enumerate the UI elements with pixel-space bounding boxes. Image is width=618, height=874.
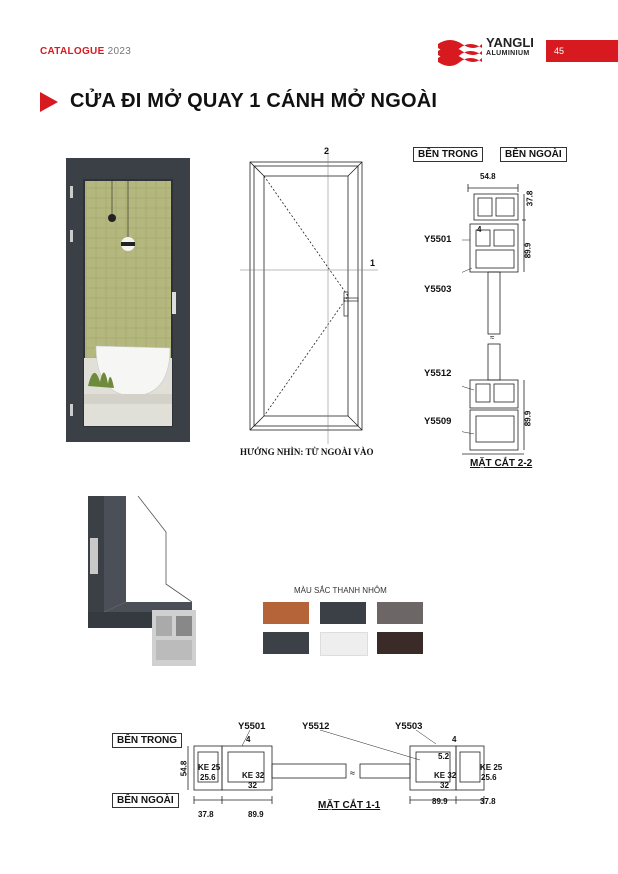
svg-text:≈: ≈ [490,333,495,342]
left-dim: 37.8 [198,810,214,819]
page-title: CỬA ĐI MỞ QUAY 1 CÁNH MỞ NGOÀI [70,90,438,112]
marker-2: 2 [324,146,330,156]
profile-label: Y5512 [302,721,330,732]
d256-right: 25.6 [481,773,497,782]
section-11-drawing [180,730,510,826]
section-11-caption: MẶT CẮT 1-1 [318,800,381,811]
swatch-brown-grey [377,602,423,624]
d4-right: 4 [452,735,457,744]
view-caption: HƯỚNG NHÌN: TỪ NGOÀI VÀO [240,447,374,457]
left-dim: 89.9 [248,810,264,819]
dim-width: 54.8 [480,172,496,181]
title-arrow-icon [40,92,60,112]
d256-left: 25.6 [200,773,216,782]
height-dim: 54.8 [179,760,189,777]
ke25-right: KE 25 [480,763,503,772]
right-dim: 89.9 [432,797,448,806]
color-caption: MÀU SẮC THANH NHÔM [294,586,387,595]
profile-label: Y5501 [238,721,266,732]
brand: YANGLI ALUMINIUM [486,35,534,57]
swatch-white [320,632,368,656]
dim-top: 37.8 [525,190,535,207]
page-number: 45 [546,40,618,62]
inside-label-11: BÊN TRONG [112,733,182,748]
right-dim: 37.8 [480,797,496,806]
catalogue-label: CATALOGUE 2023 [40,46,132,57]
door-photo [66,158,190,442]
dim-upper: 89.9 [523,242,533,259]
small-dim: 4 [477,225,482,234]
door-elevation-drawing [240,148,400,448]
swatch-wood [263,602,309,624]
ke25-left: KE 25 [198,763,221,772]
profile-label: Y5503 [424,284,452,295]
dim-lower: 89.9 [523,410,533,427]
d32-right: 32 [440,781,449,790]
d4-left: 4 [246,735,251,744]
marker-1: 1 [370,258,376,268]
inside-label-22: BÊN TRONG [413,147,483,162]
outside-label-11: BÊN NGOÀI [112,793,179,808]
profile-label: Y5501 [424,234,452,245]
swatch-dark-grey [320,602,366,624]
d32-left: 32 [248,781,257,790]
profile-label: Y5509 [424,416,452,427]
swatch-dark-brown [377,632,423,654]
d52: 5.2 [438,752,450,761]
swatch-anthracite [263,632,309,654]
ke32-left: KE 32 [242,771,265,780]
yangli-logo-icon [436,36,484,66]
svg-text:≈: ≈ [350,768,355,778]
corner-profile-render [82,492,202,668]
outside-label-22: BÊN NGOÀI [500,147,567,162]
profile-label: Y5503 [395,721,423,732]
ke32-right: KE 32 [434,771,457,780]
section-22-caption: MẶT CẮT 2-2 [470,458,533,469]
section-22-drawing [462,184,535,474]
profile-label: Y5512 [424,368,452,379]
